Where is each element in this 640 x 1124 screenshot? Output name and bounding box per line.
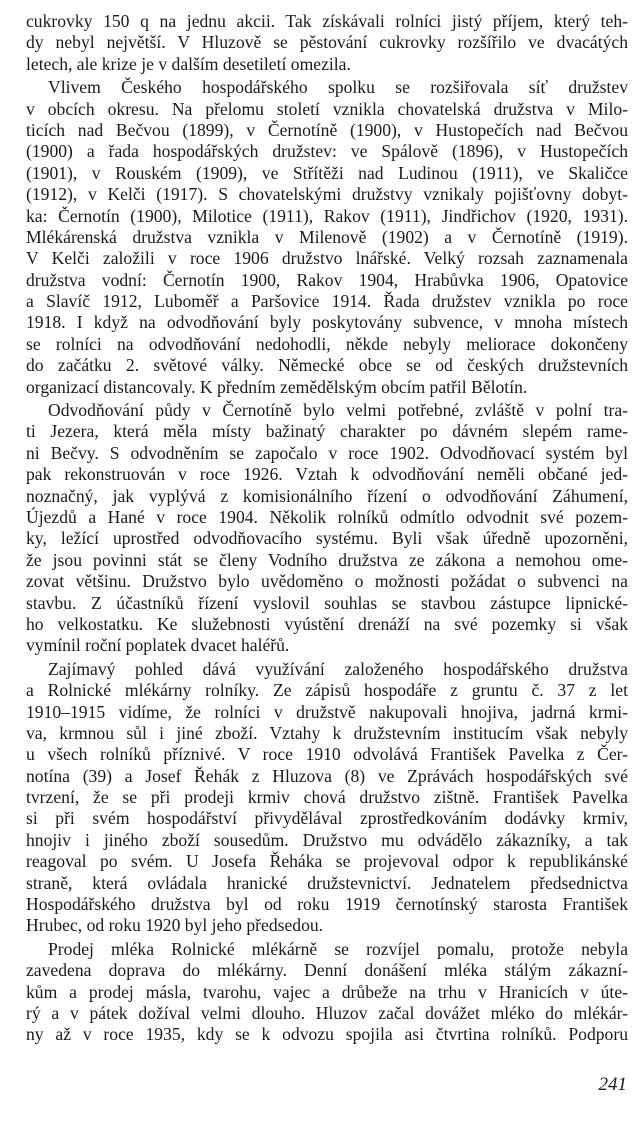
paragraph bbox=[26, 939, 628, 1046]
text-line: letech, ale krize je v dalším desetiletí omezila. bbox=[26, 53, 351, 74]
text-line: Prodej mléka Rolnické mlékárně se rozvíjel pomalu, protože nebyla bbox=[48, 938, 628, 959]
text-line: vymínil roční poplatek dvacet haléřů. bbox=[26, 635, 290, 656]
text-line: ho velkostatku. Ke služebnosti vyústění drenáží na své pozemky si však bbox=[26, 613, 628, 634]
text-line: notína (39) a Josef Řehák z Hluzova (8) ve Zprávách hospodářských své bbox=[26, 765, 628, 786]
text-line: v obcích okresu. Na přelomu století vznikla chovatelská družstva v Milo- bbox=[26, 98, 628, 119]
paragraph bbox=[26, 11, 628, 75]
text-line: zovat většinu. Družstvo bylo uvědoměno o možnosti požádat o subvenci na bbox=[26, 571, 628, 592]
text-line: ni Bečvy. S odvodněním se započalo v roce 1902. Odvodňovací systém byl bbox=[26, 442, 628, 463]
text-line: pak rekonstruován v roce 1926. Vztah k odvodňování neměli občané jed- bbox=[26, 464, 628, 485]
text-line: tvrzení, že se při prodeji krmiv chová družstvo zištně. František Pavelka bbox=[26, 787, 628, 808]
text-line: noznačný, jak vyplývá z komisionálního řízení o odvodňování Záhumení, bbox=[26, 485, 628, 506]
text-line: (1900) a řada hospodářských družstev: ve Spálově (1896), v Hustopečích bbox=[26, 141, 628, 162]
text-line: družstva vodní: Černotín 1900, Rakov 1904, Hrabůvka 1906, Opatovice bbox=[26, 269, 628, 290]
page-body bbox=[26, 11, 628, 1046]
text-line: do začátku 2. světové války. Německé obce se od českých družstevních bbox=[26, 355, 628, 376]
text-line: dy nebyl největší. V Hluzově se pěstování cukrovky rozšířilo ve dvacátých bbox=[26, 32, 628, 53]
text-line: rý a v pátek dožíval velmi dlouho. Hluzov začal dovážet mléko do mlékár- bbox=[26, 1002, 628, 1023]
text-line: 1910–1915 vidíme, že rolníci v družstvě nakupovali hnojiva, jadrná krmi- bbox=[26, 701, 628, 722]
text-line: u všech rolníků příznivé. V roce 1910 odvolává František Pavelka z Čer- bbox=[26, 744, 628, 765]
text-line: ky, ležící uprostřed odvodňovacího systému. Byli však úředně upozorněni, bbox=[26, 528, 628, 549]
text-line: zavedena doprava do mlékárny. Denní donášení mléka stálým zákazní- bbox=[26, 960, 628, 981]
text-line: a Rolnické mlékárny rolníky. Ze zápisů hospodáře z gruntu č. 37 z let bbox=[26, 680, 628, 701]
text-line: ny až v roce 1935, kdy se k odvozu spojila asi čtvrtina rolníků. Podporu bbox=[26, 1024, 628, 1045]
paragraph bbox=[26, 400, 628, 657]
text-line: (1912), v Kelči (1917). S chovatelskými družstvy vznikaly pojišťovny dobyt- bbox=[26, 184, 628, 205]
text-line: (1901), v Rouském (1909), ve Střítěži nad Ludinou (1911), ve Skaličce bbox=[26, 162, 628, 183]
paragraph bbox=[26, 77, 628, 398]
text-line: stavbu. Z účastníků řízení vyslovil souhlas se stavbou zástupce lipnické- bbox=[26, 592, 628, 613]
page-number: 241 bbox=[598, 1074, 627, 1095]
text-line: Újezdů a Hané v roce 1904. Několik rolníků odmítlo odvodnit své pozem- bbox=[26, 506, 628, 527]
text-line: V Kelči založili v roce 1906 družstvo lnářské. Velký rozsah zaznamenala bbox=[26, 248, 628, 269]
text-line: straně, která ovládala hranické družstevnictví. Jednatelem předsednictva bbox=[26, 872, 628, 893]
text-line: že jsou povinni stát se členy Vodního družstva ze zákona a nemohou ome- bbox=[26, 549, 628, 570]
text-line: va, krmnou sůl i jiné zboží. Vztahy k družstevním institucím však nebyly bbox=[26, 722, 628, 743]
text-line: hnojiv i jiného zboží sousedům. Družstvo mu odvádělo zákazníky, a tak bbox=[26, 829, 628, 850]
text-line: si při svém hospodářství přivydělával zprostředkováním dodávky krmiv, bbox=[26, 808, 628, 829]
text-line: ti Jezera, která měla místy bažinatý charakter po dávném slepém rame- bbox=[26, 421, 628, 442]
text-line: ticích nad Bečvou (1899), v Černotíně (1900), v Hustopečích nad Bečvou bbox=[26, 119, 628, 140]
text-line: Odvodňování půdy v Černotíně bylo velmi potřebné, zvláště v polní tra- bbox=[48, 400, 628, 421]
text-line: cukrovky 150 q na jednu akcii. Tak získávali rolníci jistý příjem, který teh- bbox=[26, 11, 628, 31]
text-line: Hrubec, od roku 1920 byl jeho předsedou. bbox=[26, 915, 324, 936]
text-column bbox=[26, 11, 628, 1046]
text-line: a Slavíč 1912, Luboměř a Paršovice 1914. Řada družstev vznikla po roce bbox=[26, 291, 628, 312]
text-line: Vlivem Českého hospodářského spolku se rozšiřovala síť družstev bbox=[48, 77, 628, 98]
text-line: Zajímavý pohled dává využívání založeného hospodářského družstva bbox=[48, 658, 628, 679]
text-line: se rolníci na odvodňování nedohodli, někde nebyly meliorace dokončeny bbox=[26, 333, 628, 354]
text-line: Mlékárenská družstva vznikla v Milenově (1902) a v Černotíně (1919). bbox=[26, 226, 628, 247]
text-line: Hospodářského družstva byl od roku 1919 černotínský starosta František bbox=[26, 894, 628, 915]
text-line: ka: Černotín (1900), Milotice (1911), Rakov (1911), Jindřichov (1920, 1931). bbox=[26, 205, 628, 226]
text-line: organizací distancovaly. K předním zemědělským obcím patřil Bělotín. bbox=[26, 376, 528, 397]
text-line: kům a prodej másla, tvarohu, vajec a drůbeže na trhu v Hranicích v úte- bbox=[26, 981, 628, 1002]
text-line: reagoval po svém. U Josefa Řeháka se projevoval odpor k republikánské bbox=[26, 851, 628, 872]
paragraph bbox=[26, 659, 628, 937]
text-line: 1918. I když na odvodňování byly poskytovány subvence, v mnoha místech bbox=[26, 312, 628, 333]
